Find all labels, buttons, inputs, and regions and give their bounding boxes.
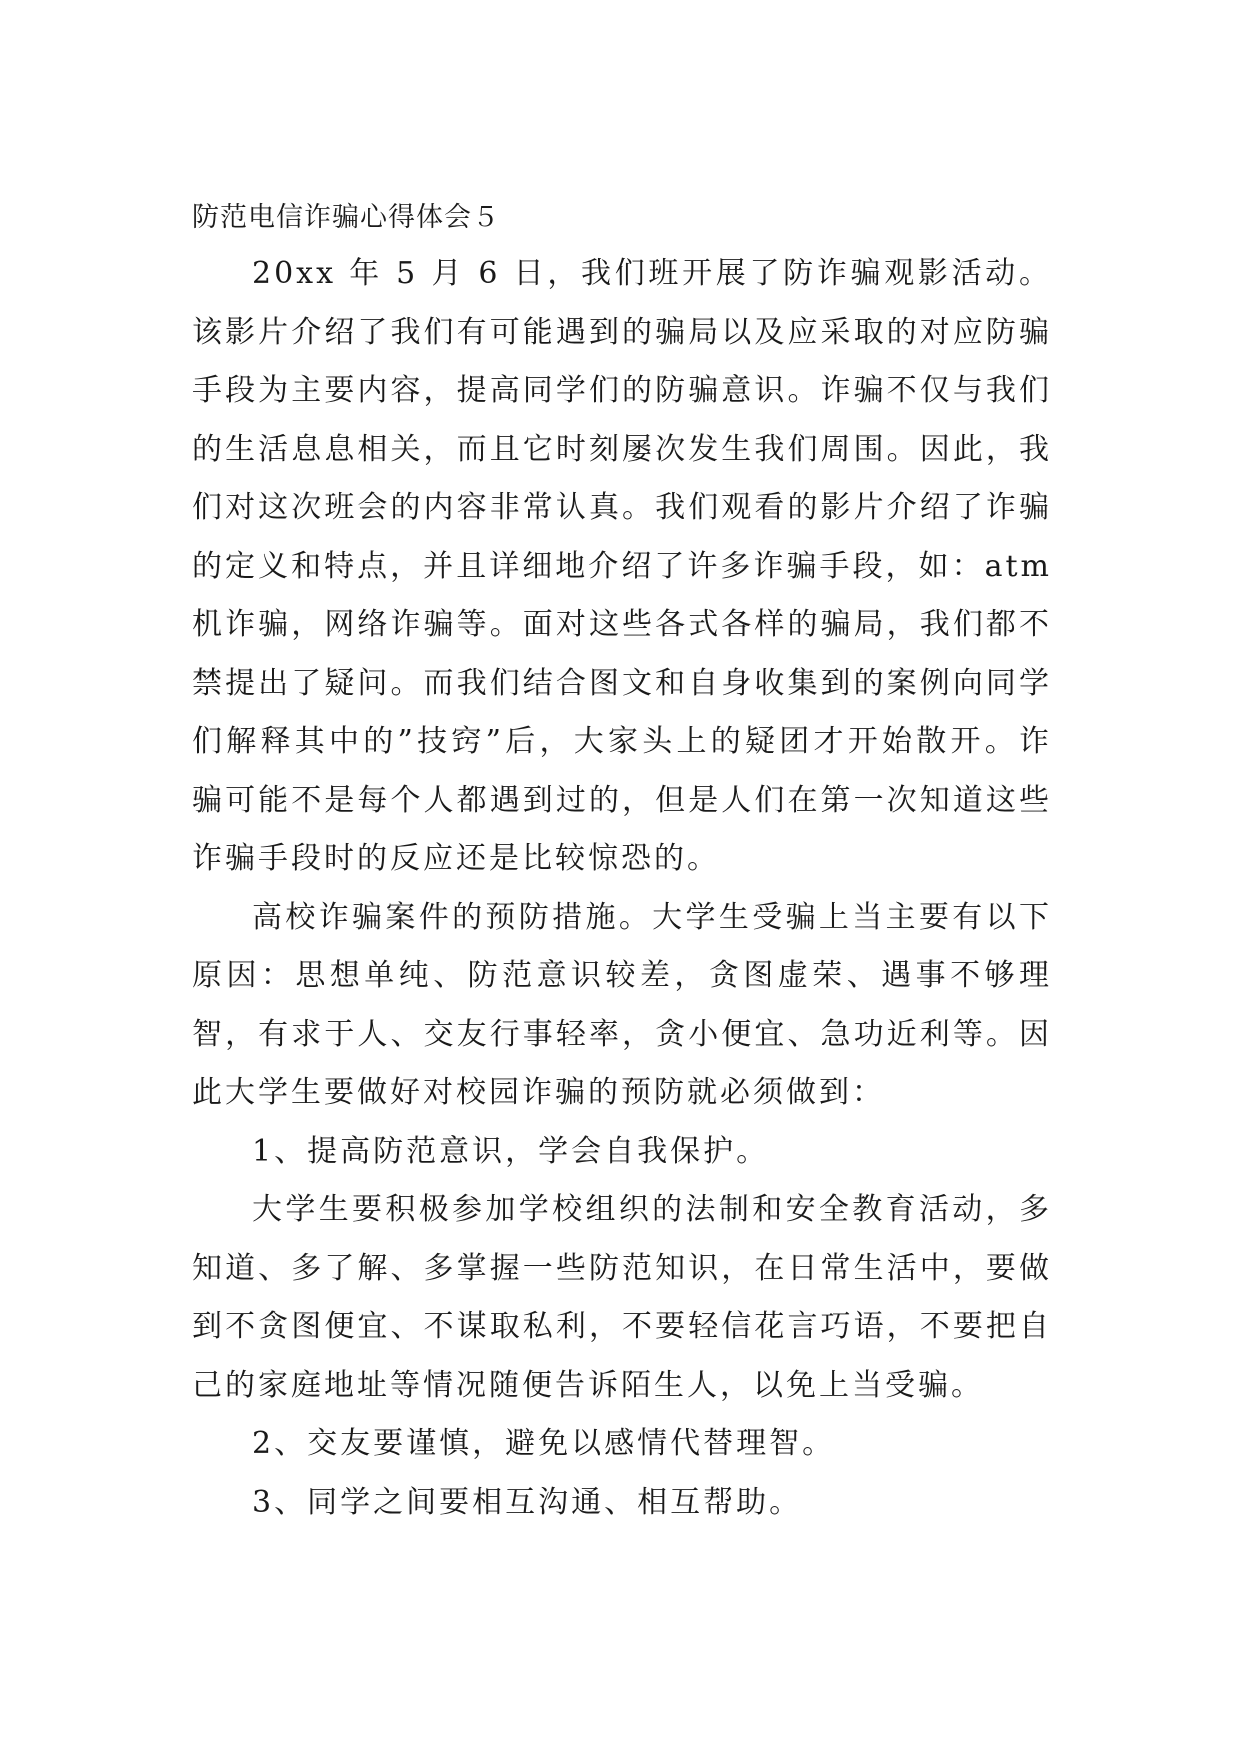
paragraph-point-2: 2、交友要谨慎，避免以感情代替理智。 (252, 1426, 836, 1461)
paragraph-point-1: 1、提高防范意识，学会自我保护。 (252, 1133, 770, 1169)
paragraph-intro: 20xx 年 5 月 6 日，我们班开展了防诈骗观影活动。该影片介绍了我们有可能遇到的骗局以及应采取的对应防骗手段为主要内容，提高同学们的防骗意识。诈骗不仅与我们的生活息息相关，而且它时刻屡次发生我们周围。因此，我们对这次班会的内容非常认真。我们观看的影片介绍了诈骗的定义和特点，并且详细地介绍了许多诈骗手段，如：atm 机诈骗，网络诈骗等。面对这些各式各样的骗局，我们都不禁提出了疑问。而我们结合图文和自身收集到的案例向同学们解释其中的”技窍”后，大家头上的疑团才开始散开。诈骗可能不是每个人都遇到过的，但是人们在第一次知道这些诈骗手段时的反应还是比较惊恐的。 (192, 256, 1052, 876)
paragraph-point-3: 3、同学之间要相互沟通、相互帮助。 (252, 1484, 803, 1520)
paragraph-point-1-detail: 大学生要积极参加学校组织的法制和安全教育活动，多知道、多了解、多掌握一些防范知识，在日常生活中，要做到不贪图便宜、不谋取私利，不要轻信花言巧语，不要把自己的家庭地址等情况随便告诉陌生人，以免上当受骗。 (192, 1192, 1052, 1403)
document-page (192, 190, 1052, 1532)
document-title: 防范电信诈骗心得体会５ (192, 202, 500, 233)
paragraph-prevention: 高校诈骗案件的预防措施。大学生受骗上当主要有以下原因：思想单纯、防范意识较差，贪图虚荣、遇事不够理智，有求于人、交友行事轻率，贪小便宜、急功近利等。因此大学生要做好对校园诈骗的预防就必须做到： (192, 899, 1052, 1110)
